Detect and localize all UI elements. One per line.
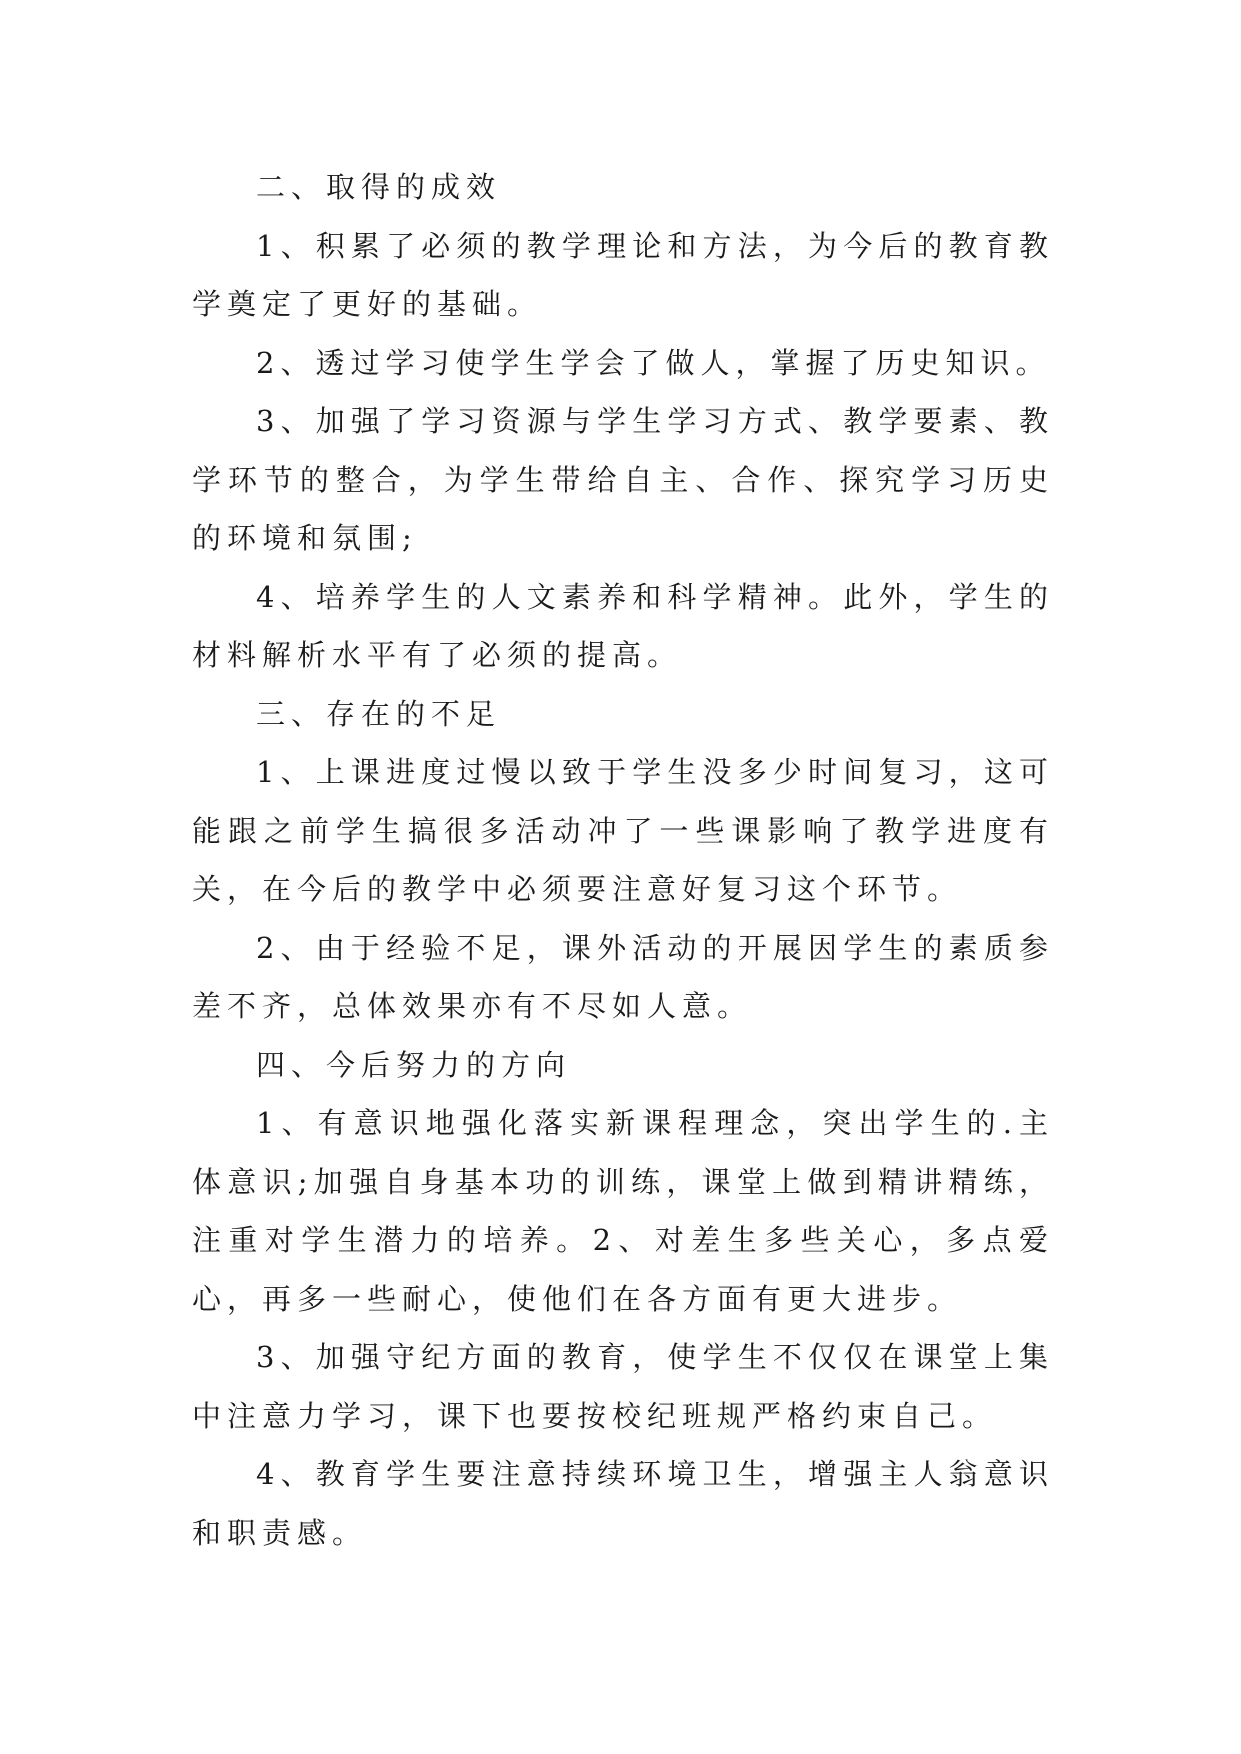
paragraph: 3、加强守纪方面的教育，使学生不仅仅在课堂上集中注意力学习，课下也要按校纪班规严格约束自己。 xyxy=(192,1340,1054,1433)
paragraph: 4、培养学生的人文素养和科学精神。此外，学生的材料解析水平有了必须的提高。 xyxy=(192,579,1054,672)
paragraph: 2、透过学习使学生学会了做人，掌握了历史知识。 xyxy=(256,345,1051,380)
paragraph: 1、积累了必须的教学理论和方法，为今后的教育教学奠定了更好的基础。 xyxy=(192,228,1054,321)
section-heading-future-direction: 四、今后努力的方向 xyxy=(256,1047,572,1082)
section-heading-shortcomings: 三、存在的不足 xyxy=(256,696,502,731)
document-body xyxy=(192,158,1054,1562)
paragraph: 4、教育学生要注意持续环境卫生，增强主人翁意识和职责感。 xyxy=(192,1457,1054,1550)
paragraph: 1、有意识地强化落实新课程理念，突出学生的.主体意识;加强自身基本功的训练，课堂上做到精讲精练，注重对学生潜力的培养。2、对差生多些关心，多点爱心，再多一些耐心，使他们在各方面有更大进步。 xyxy=(192,1106,1054,1316)
paragraph: 3、加强了学习资源与学生学习方式、教学要素、教学环节的整合，为学生带给自主、合作、探究学习历史的环境和氛围; xyxy=(192,404,1054,555)
paragraph: 1、上课进度过慢以致于学生没多少时间复习，这可能跟之前学生搞很多活动冲了一些课影响了教学进度有关，在今后的教学中必须要注意好复习这个环节。 xyxy=(192,755,1054,906)
section-heading-achievements: 二、取得的成效 xyxy=(256,170,502,204)
paragraph: 2、由于经验不足，课外活动的开展因学生的素质参差不齐，总体效果亦有不尽如人意。 xyxy=(192,930,1054,1023)
